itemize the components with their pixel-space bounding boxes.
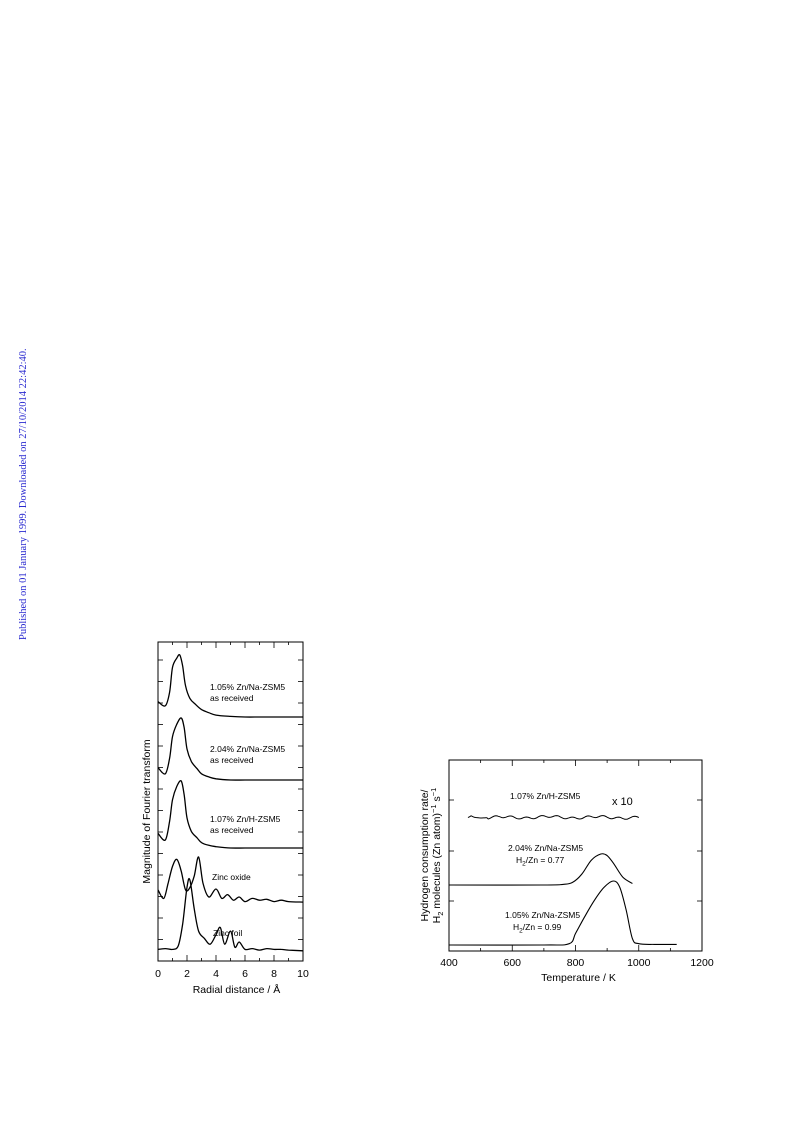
y-label-part: −1 bbox=[429, 804, 438, 813]
series-label: Zinc oxide bbox=[212, 872, 251, 882]
series-label: 2.04% Zn/Na-ZSM5 bbox=[508, 843, 584, 853]
y-label-part: H bbox=[431, 915, 443, 924]
series-ratio-note bbox=[513, 922, 562, 935]
x-tick-label: 2 bbox=[184, 968, 190, 980]
series-label-sub: as received bbox=[210, 825, 254, 835]
series-label: 1.05% Zn/Na-ZSM5 bbox=[210, 682, 286, 692]
y-label-part: molecules (Zn atom) bbox=[431, 812, 443, 912]
series-label-sub: as received bbox=[210, 755, 254, 765]
series-label-sub: as received bbox=[210, 693, 254, 703]
scale-annotation: x 10 bbox=[612, 796, 633, 808]
note-part: H bbox=[516, 855, 523, 865]
x-tick-label: 6 bbox=[242, 968, 248, 980]
x-tick-label: 4 bbox=[213, 968, 219, 980]
y-label-part: −1 bbox=[429, 787, 438, 797]
plot-frame bbox=[449, 760, 702, 951]
x-axis-label: Temperature / K bbox=[541, 972, 616, 984]
x-tick-label: 800 bbox=[566, 957, 585, 969]
x-axis-label: Radial distance / Å bbox=[192, 984, 281, 996]
series-label: 1.07% Zn/H-ZSM5 bbox=[210, 814, 281, 824]
x-tick-label: 600 bbox=[503, 957, 522, 969]
y-axis-label: Hydrogen consumption rate/ bbox=[419, 789, 431, 922]
series-label: Zinc foil bbox=[213, 928, 243, 938]
series-label: 1.07% Zn/H-ZSM5 bbox=[510, 791, 581, 801]
note-part: H bbox=[513, 922, 520, 932]
series-label: 2.04% Zn/Na-ZSM5 bbox=[210, 744, 286, 754]
y-axis-label-line2 bbox=[429, 788, 445, 924]
note-part: /Zn = 0.77 bbox=[525, 855, 565, 865]
x-tick-label: 10 bbox=[297, 968, 309, 980]
y-axis-label-group bbox=[419, 788, 445, 924]
published-note[interactable]: Published on 01 January 1999. Downloaded on 27/10/2014 22:42:40. bbox=[18, 348, 29, 640]
series-label: 1.05% Zn/Na-ZSM5 bbox=[505, 910, 581, 920]
y-label-part: 2 bbox=[436, 911, 445, 916]
series-line bbox=[468, 816, 639, 820]
x-tick-label: 8 bbox=[271, 968, 277, 980]
series-ratio-note bbox=[516, 855, 565, 868]
y-axis-label: Magnitude of Fourier transform bbox=[141, 739, 153, 884]
x-tick-label: 1000 bbox=[627, 957, 651, 969]
note-part: /Zn = 0.99 bbox=[522, 922, 562, 932]
y-label-part: s bbox=[431, 796, 443, 805]
x-tick-label: 0 bbox=[155, 968, 161, 980]
x-tick-label: 1200 bbox=[690, 957, 714, 969]
x-tick-label: 400 bbox=[440, 957, 458, 969]
note-part: 2 bbox=[522, 860, 526, 868]
note-part: 2 bbox=[519, 927, 523, 935]
